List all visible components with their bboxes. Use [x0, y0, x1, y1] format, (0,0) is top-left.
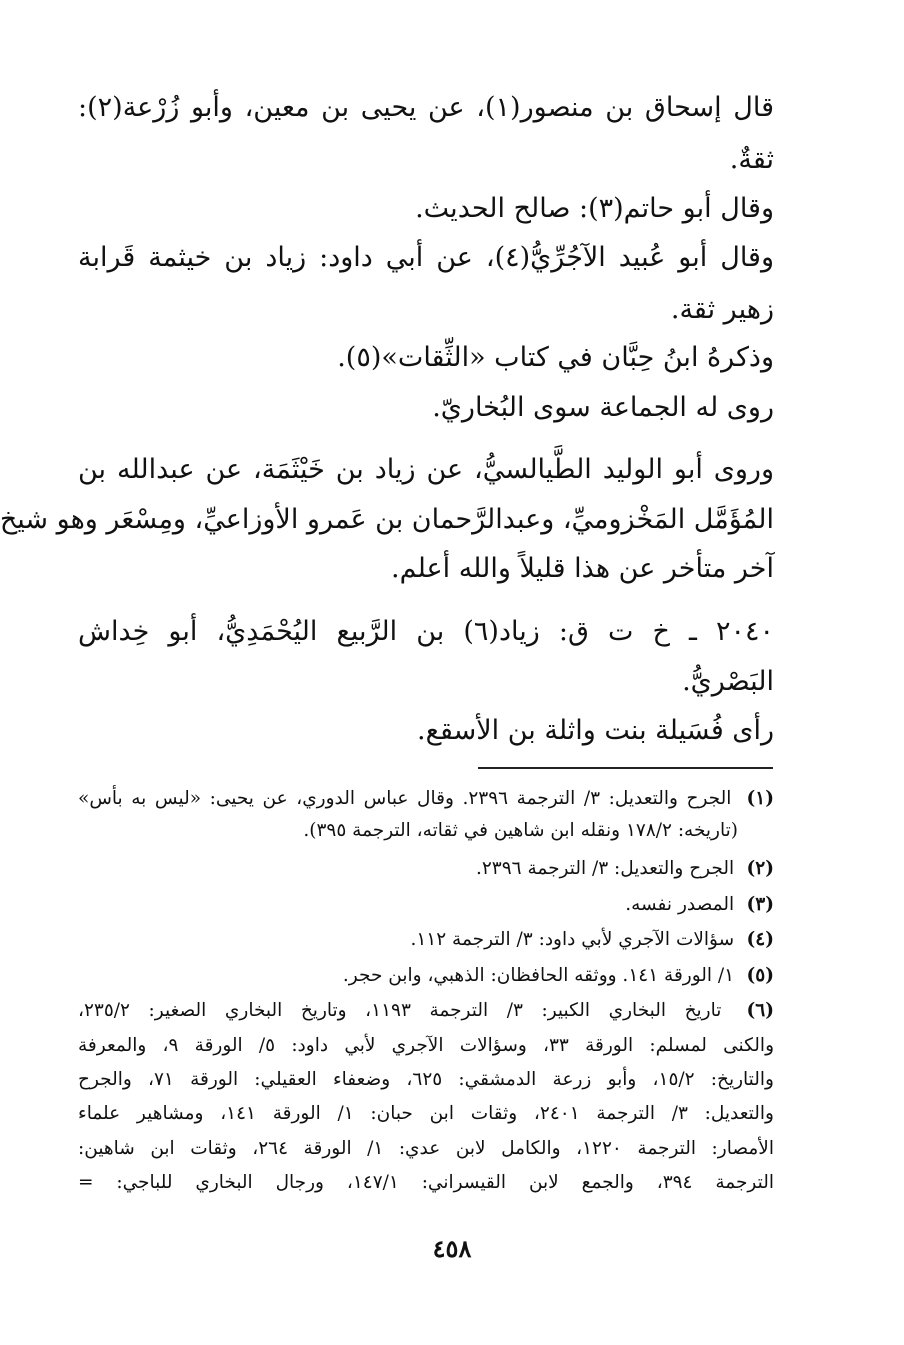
body-line-1: قال إسحاق بن منصور(١)، عن يحيى بن معين، وأبو زُرْعة(٢): [78, 92, 774, 123]
body-line-3: وقال أبو حاتم(٣): صالح الحديث. [415, 193, 774, 224]
footnote-3 [78, 889, 774, 921]
footnote-number: (١) [746, 788, 774, 809]
body-line-8: وروى أبو الوليد الطَّيالسيُّ، عن زياد بن خَيْثَمَة، عن عبدالله بن [78, 454, 774, 485]
footnote-number: (٤) [746, 929, 774, 950]
footnote-4 [78, 924, 774, 956]
body-line-6: وذكرهُ ابنُ حِبَّان في كتاب «الثِّقات»(٥). [337, 342, 774, 373]
footnote-separator [478, 767, 773, 769]
body-line-5: زهير ثقة. [670, 294, 774, 325]
entry-heading: ٢٠٤٠ ـ خ ت ق: زياد(٦) بن الرَّبيع اليُحْمَدِيُّ، أبو خِداش [78, 616, 774, 647]
footnote-1 [78, 783, 774, 815]
footnote-number: (٦) [746, 1000, 774, 1021]
footnote-text: الجرح والتعديل: ٣/ الترجمة ٢٣٩٦. وقال عباس الدوري، عن يحيى: «ليس به بأس» [78, 788, 732, 809]
footnote-6-cont-1: والكنى لمسلم: الورقة ٣٣، وسؤالات الآجري لأبي داود: ٥/ الورقة ٩، والمعرفة [78, 1035, 775, 1056]
footnote-6-cont-4: الأمصار: الترجمة ١٢٢٠، والكامل لابن عدي: ١/ الورقة ٢٦٤، وثقات ابن شاهين: [78, 1138, 774, 1159]
entry-heading-cont: البَصْريُّ. [682, 666, 774, 697]
footnote-number: (٣) [746, 894, 774, 915]
body-line-4: وقال أبو عُبيد الآجُرِّيُّ(٤)، عن أبي داود: زياد بن خيثمة قَرابة [78, 242, 775, 273]
footnote-text: المصدر نفسه. [625, 894, 735, 915]
footnote-1-cont: (تاريخه: ١٧٨/٢ ونقله ابن شاهين في ثقاته، الترجمة ٣٩٥). [303, 820, 738, 841]
footnote-number: (٢) [746, 858, 774, 879]
footnote-text: ١/ الورقة ١٤١. ووثقه الحافظان: الذهبي، وابن حجر. [342, 965, 735, 986]
body-line-2: ثقةٌ. [729, 144, 774, 175]
footnote-5 [78, 960, 774, 992]
footnote-6 [78, 995, 774, 1027]
footnote-text: تاريخ البخاري الكبير: ٣/ الترجمة ١١٩٣، وتاريخ البخاري الصغير: ٢٣٥/٢، [78, 1000, 722, 1021]
footnote-6-cont-3: والتعديل: ٣/ الترجمة ٢٤٠١، وثقات ابن حبان: ١/ الورقة ١٤١، ومشاهير علماء [78, 1103, 774, 1124]
footnote-6-cont-5: الترجمة ٣٩٤، والجمع لابن القيسراني: ١٤٧/١، ورجال البخاري للباجي: = [78, 1172, 775, 1193]
footnote-6-cont-2: والتاريخ: ١٥/٢، وأبو زرعة الدمشقي: ٦٢٥، وضعفاء العقيلي: الورقة ٧١، والجرح [78, 1069, 774, 1090]
page-number: ٤٥٨ [432, 1234, 472, 1263]
footnote-text: الجرح والتعديل: ٣/ الترجمة ٢٣٩٦. [475, 858, 735, 879]
footnote-2 [78, 853, 774, 885]
footnote-text: سؤالات الآجري لأبي داود: ٣/ الترجمة ١١٢. [410, 929, 735, 950]
footnote-number: (٥) [746, 965, 774, 986]
body-line-7: روى له الجماعة سوى البُخاريّ. [432, 392, 774, 423]
body-line-9: المُؤَمَّل المَخْزوميِّ، وعبدالرَّحمان بن عَمرو الأوزاعيِّ، ومِسْعَر وهو شيخ [0, 504, 774, 535]
body-line-10: آخر متأخر عن هذا قليلاً والله أعلم. [391, 553, 774, 584]
body-line-13: رأى فُسَيلة بنت واثلة بن الأسقع. [417, 715, 774, 746]
